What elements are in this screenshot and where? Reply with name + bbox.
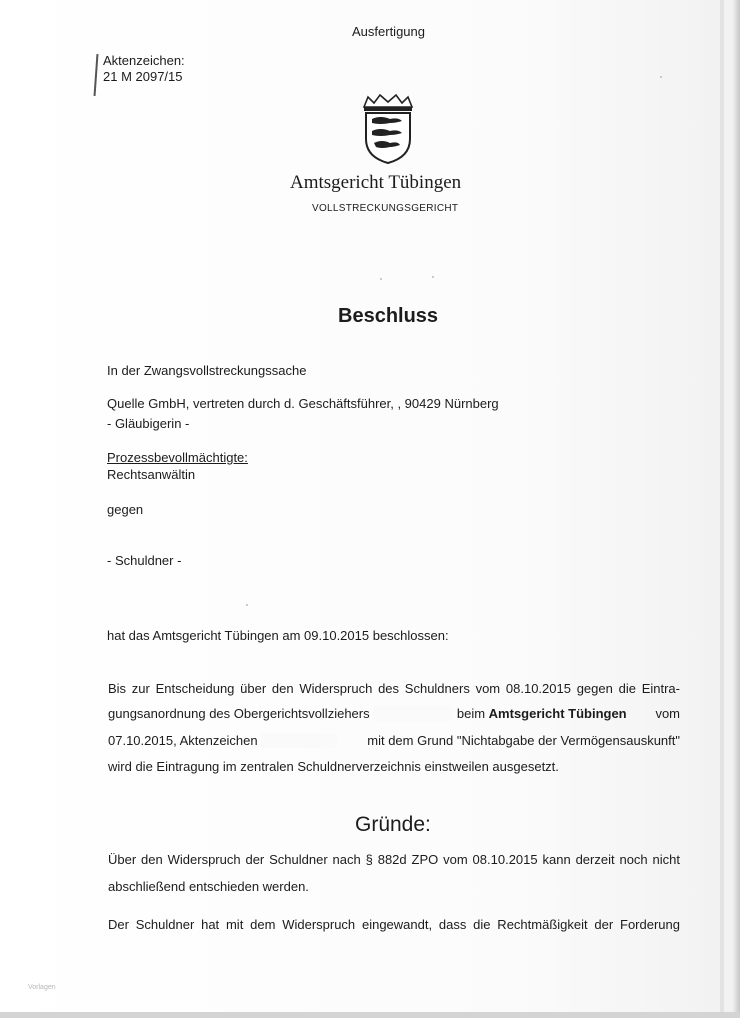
creditor-role: - Gläubigerin -: [107, 416, 190, 431]
decision-court-name: Amtsgericht Tübingen: [488, 706, 627, 721]
scan-speck: [246, 604, 248, 606]
decision-line-3-start: 07.10.2015, Aktenzeichen: [108, 733, 258, 748]
creditor: Quelle GmbH, vertreten durch d. Geschäftsführer, , 90429 Nürnberg: [107, 396, 499, 411]
scan-speck: [380, 278, 382, 280]
parties-intro: In der Zwangsvollstreckungssache: [107, 363, 307, 378]
decision-intro: hat das Amtsgericht Tübingen am 09.10.2015 beschlossen:: [107, 628, 449, 643]
scan-page-edge: [732, 0, 740, 1018]
redacted-file-number: [261, 733, 337, 748]
reasons-p1-line2: abschließend entschieden werden.: [108, 879, 309, 894]
decision-line-1: Bis zur Entscheidung über den Widerspruch des Schuldners vom 08.10.2015 gegen die Eintra-: [108, 681, 680, 696]
representative: Rechtsanwältin: [107, 467, 196, 482]
court-name: Amtsgericht Tübingen: [290, 172, 462, 193]
versus: gegen: [107, 502, 144, 517]
court-department: VOLLSTRECKUNGSGERICHT: [312, 203, 459, 214]
copy-mark: Ausfertigung: [352, 24, 425, 39]
coat-of-arms-icon: [360, 93, 416, 165]
decision-line-2: [108, 706, 680, 721]
file-reference-number: 21 M 2097/15: [103, 69, 183, 84]
scan-edge-line: [720, 0, 724, 1018]
file-reference-label: Aktenzeichen:: [103, 53, 185, 68]
decision-line-2-beim: beim: [456, 706, 486, 721]
debtor-role: - Schuldner -: [107, 553, 182, 568]
decision-line-2-start: gungsanordnung des Obergerichtsvollziehers: [108, 706, 370, 721]
decision-line-4: wird die Eintragung im zentralen Schuldnerverzeichnis einstweilen ausgesetzt.: [108, 759, 559, 774]
decision-line-3-end: mit dem Grund "Nichtabgabe der Vermögensauskunft": [367, 733, 680, 748]
scan-speck: [660, 76, 662, 78]
representative-label: Prozessbevollmächtigte:: [107, 450, 248, 465]
scan-bottom-edge: [0, 1012, 740, 1018]
decision-line-3: [108, 733, 680, 748]
reasons-p1-line1: Über den Widerspruch der Schuldner nach § 882d ZPO vom 08.10.2015 kann derzeit noch nicht: [108, 852, 680, 867]
redacted-name: [373, 706, 453, 721]
file-reference: [103, 53, 185, 85]
reasons-p2-line1: Der Schuldner hat mit dem Widerspruch eingewandt, dass die Rechtmäßigkeit der Forderung: [108, 917, 680, 932]
document-title: Beschluss: [338, 305, 439, 327]
margin-mark: [94, 54, 99, 96]
watermark: Vorlagen: [28, 984, 56, 991]
decision-line-2-end: vom: [655, 706, 680, 721]
reasons-heading: Gründe:: [355, 813, 431, 836]
scan-speck: [432, 276, 434, 278]
